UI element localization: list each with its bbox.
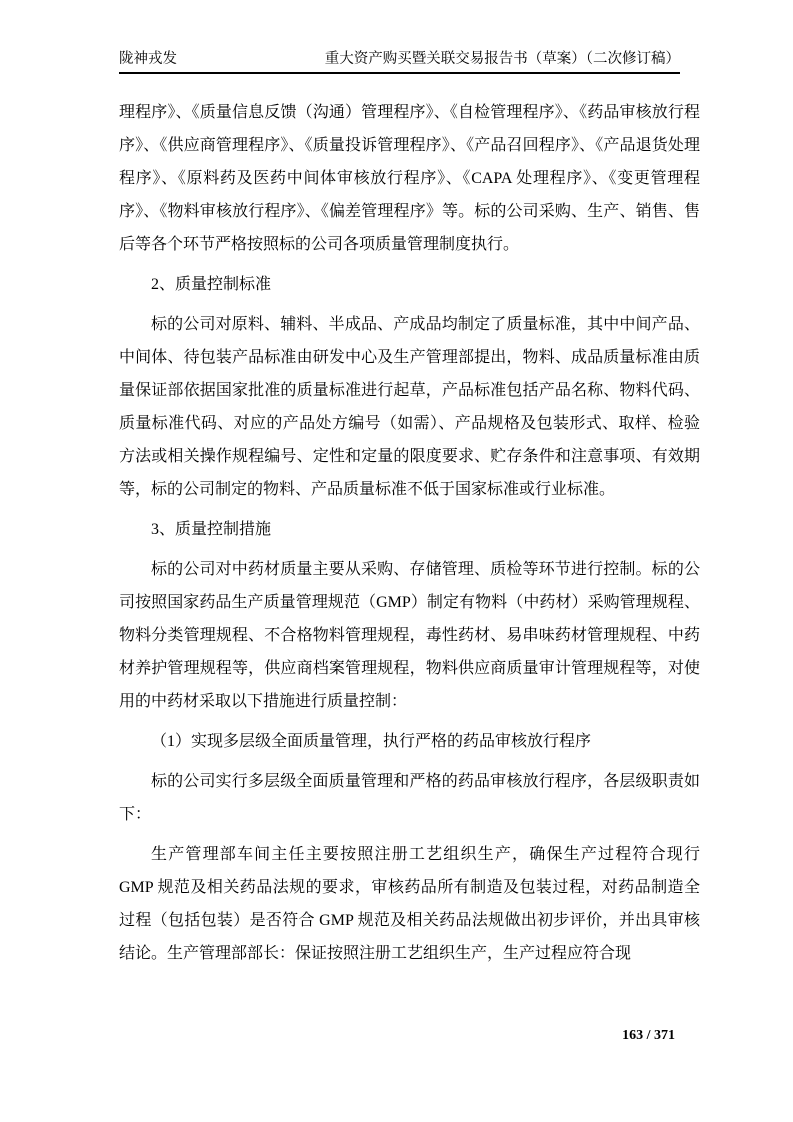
document-body <box>119 96 700 977</box>
header-right-report-title: 重大资产购买暨关联交易报告书（草案）（二次修订稿） <box>324 51 680 67</box>
subsection-heading-multilevel-quality-management: （1）实现多层级全面质量管理，执行严格的药品审核放行程序 <box>151 733 592 750</box>
paragraph-production-dept-duties: 生产管理部车间主任主要按照注册工艺组织生产，确保生产过程符合现行 GMP 规范及相关药品法规的要求，审核药品所有制造及包装过程，对药品制造全过程（包括包装）是否符合 GMP 规范及相关药品法规做出初步评价，并出具审核结论。生产管理部部长：保证按照注册工艺组织生产，生产过程应符合现 <box>119 846 700 962</box>
paragraph-herb-quality-control: 标的公司对中药材质量主要从采购、存储管理、质检等环节进行控制。标的公司按照国家药品生产质量管理规范（GMP）制定有物料（中药材）采购管理规程、物料分类管理规程、不合格物料管理规程，毒性药材、易串味药材管理规程、中药材养护管理规程等，供应商档案管理规程，物料供应商质量审计管理规程等，对使用的中药材采取以下措施进行质量控制： <box>119 561 700 710</box>
paragraph-quality-standards-detail: 标的公司对原料、辅料、半成品、产成品均制定了质量标准，其中中间产品、中间体、待包装产品标准由研发中心及生产管理部提出，物料、成品质量标准由质量保证部依据国家批准的质量标准进行起草，产品标准包括产品名称、物料代码、质量标准代码、对应的产品处方编号（如需）、产品规格及包装形式、取样、检验方法或相关操作规程编号、定性和定量的限度要求、贮存条件和注意事项、有效期等，标的公司制定的物料、产品质量标准不低于国家标准或行业标准。 <box>119 316 700 498</box>
paragraph-quality-procedures-continuation: 理程序》、《质量信息反馈（沟通）管理程序》、《自检管理程序》、《药品审核放行程序》、《供应商管理程序》、《质量投诉管理程序》、《产品召回程序》、《产品退货处理程序》、《原料药及医药中间体审核放行程序》、《CAPA 处理程序》、《变更管理程序》、《物料审核放行程序》、《偏差管理程序》等。标的公司采购、生产、销售、售后等各个环节严格按照标的公司各项质量管理制度执行。 <box>119 104 700 253</box>
page-header <box>119 50 680 74</box>
page-number: 163 / 371 <box>622 1028 675 1043</box>
section-heading-quality-control-measures: 3、质量控制措施 <box>151 521 272 538</box>
paragraph-multilevel-responsibilities-intro: 标的公司实行多层级全面质量管理和严格的药品审核放行程序，各层级职责如下： <box>119 773 700 823</box>
section-heading-quality-control-standards: 2、质量控制标准 <box>151 276 272 293</box>
header-left-company-name: 陇神戎发 <box>119 51 177 67</box>
